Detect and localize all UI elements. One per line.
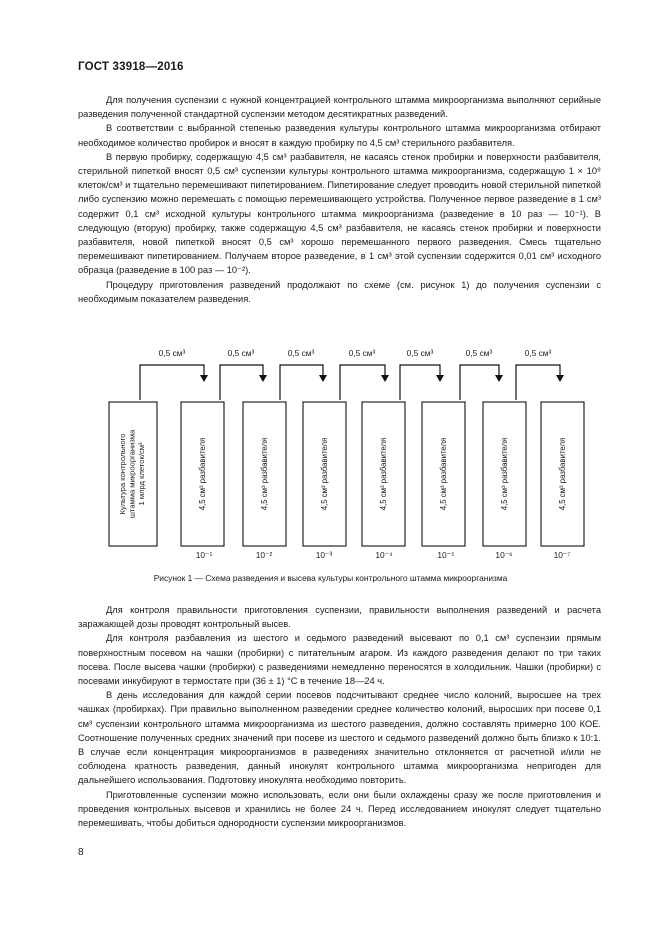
paragraph: Процедуру приготовления разведений продолжают по схеме (см. рисунок 1) до получения суспензии с необходимым показателем разведения. <box>78 279 601 304</box>
paragraph: Для контроля правильности приготовления суспензии, правильности выполнения разведений и расчета заражающей дозы проводят контрольный высев. <box>78 605 601 630</box>
dilution-label: 10⁻³ <box>315 550 333 560</box>
transfer-arrow-4 <box>340 365 385 400</box>
transfer-label: 0,5 см³ <box>348 348 376 358</box>
tube-label: 4,5 см³ разбавителя <box>320 437 329 511</box>
dilution-diagram-svg <box>0 330 661 570</box>
dilution-label: 10⁻⁷ <box>553 550 571 560</box>
paragraph: Для контроля разбавления из шестого и седьмого разведений высевают по 0,1 см³ суспензии прямым поверхностным посевом на чашки (пробирки) с питательным агаром. Из каждого разведения делают по три таких посева. После высева чашки (пробирки) с разведениями немедленно переносятся в холодильник. Чашки (пробирки) с посевами инкубируют в термостате при (36 ± 1) °С в течение 18—24 ч. <box>78 633 601 687</box>
transfer-arrow-6 <box>460 365 499 400</box>
transfer-label: 0,5 см³ <box>465 348 493 358</box>
dilution-label: 10⁻⁵ <box>437 550 455 560</box>
figure-caption: Рисунок 1 — Схема разведения и высева культуры контрольного штамма микроорганизма <box>153 573 508 583</box>
paragraph: В соответствии с выбранной степенью разведения культуры контрольного штамма микроорганизма отбирают необходимое количество пробирок и вносят в каждую пробирку по 4,5 см³ стерильного разбавителя. <box>78 123 601 148</box>
text-block-bottom <box>78 603 601 830</box>
document-header: ГОСТ 33918—2016 <box>78 61 184 73</box>
transfer-arrow-3 <box>280 365 323 400</box>
transfer-arrow-2 <box>220 365 263 400</box>
transfer-arrows <box>140 365 560 400</box>
page-number: 8 <box>78 847 84 858</box>
dilution-label: 10⁻⁴ <box>375 550 393 560</box>
transfer-arrow-7 <box>516 365 560 400</box>
tube-label: 4,5 см³ разбавителя <box>260 437 269 511</box>
text-block-top <box>78 93 601 306</box>
transfer-arrow-5 <box>400 365 440 400</box>
transfer-label: 0,5 см³ <box>406 348 434 358</box>
dilution-diagram <box>0 330 661 570</box>
tube-label: 4,5 см³ разбавителя <box>558 437 567 511</box>
dilution-label: 10⁻⁶ <box>495 550 513 560</box>
paragraph: Приготовленные суспензии можно использовать, если они были охлаждены сразу же после приготовления и проведения контрольных высевов и хранились не более 24 ч. Перед исследованием инокулят следует тщательно перемешивать, чтобы добиться однородности суспензии микроорганизмов. <box>78 789 601 829</box>
paragraph: В первую пробирку, содержащую 4,5 см³ разбавителя, не касаясь стенок пробирки и поверхности разбавителя, стерильной пипеткой вносят 0,5 см³ суспензии культуры контрольного штамма микроорганизма, содержащую 1 × 10⁹ клеток/см³ и тщательно перемешивают пипетированием. Пипетирование следует проводить новой стерильной пипеткой либо суспензию можно перемешать с помощью перемешивающего устройства. Полученное первое разведение в 1 см³ содержит 0,1 см³ исходной культуры контрольного штамма микроорганизма (разведение в 10 раз — 10⁻¹). В следующую (вторую) пробирку, также содержащую 4,5 см³ разбавителя, не касаясь стенок пробирки и поверхности разбавителя, новой пипеткой вносят 0,5 см³ хорошо перемешанного первого разведения. Смесь тщательно перемешивают пипетированием. Получаем второе разведение, в 1 см³ этой суспензии содержится 0,01 см³ исходного образца (разведение в 100 раз — 10⁻²). <box>78 151 601 276</box>
tube-label: 4,5 см³ разбавителя <box>500 437 509 511</box>
transfer-label: 0,5 см³ <box>158 348 186 358</box>
tube-label: 4,5 см³ разбавителя <box>379 437 388 511</box>
transfer-arrow-1 <box>140 365 204 400</box>
dilution-label: 10⁻¹ <box>195 550 213 560</box>
transfer-label: 0,5 см³ <box>287 348 315 358</box>
dilution-label: 10⁻² <box>255 550 273 560</box>
culture-source-label: Культура контрольного <box>118 433 127 515</box>
transfer-label: 0,5 см³ <box>227 348 255 358</box>
transfer-label: 0,5 см³ <box>524 348 552 358</box>
culture-source-label: штамма микроорганизма <box>127 429 137 519</box>
paragraph: В день исследования для каждой серии посевов подсчитывают среднее число колоний, выросшее на трех чашках (пробирках). При правильно выполненном разведении среднее количество колоний, выросших при посеве 0,1 см³ суспензии контрольного штамма микроорганизма из шестого разведения, должно составлять примерно 100 КОЕ. Соотношение полученных средних значений при посеве из шестого и седьмого разведений должно быть близко к 10:1. В случае если концентрация микроорганизмов в разведениях значительно отклоняется от расчетной и/или не соблюдена кратность разведения, данный инокулят контрольного штамма микроорганизма непригоден для дальнейшего использования. Подготовку инокулята необходимо повторить. <box>78 690 601 786</box>
tube-label: 4,5 см³ разбавителя <box>198 437 207 511</box>
tube-label: 4,5 см³ разбавителя <box>439 437 448 511</box>
culture-source-label: 1 млрд клеток/см³ <box>137 442 146 506</box>
paragraph: Для получения суспензии с нужной концентрацией контрольного штамма микроорганизма выполняют серийные разведения полученной стандартной суспензии методом десятикратных разведений. <box>78 95 601 120</box>
